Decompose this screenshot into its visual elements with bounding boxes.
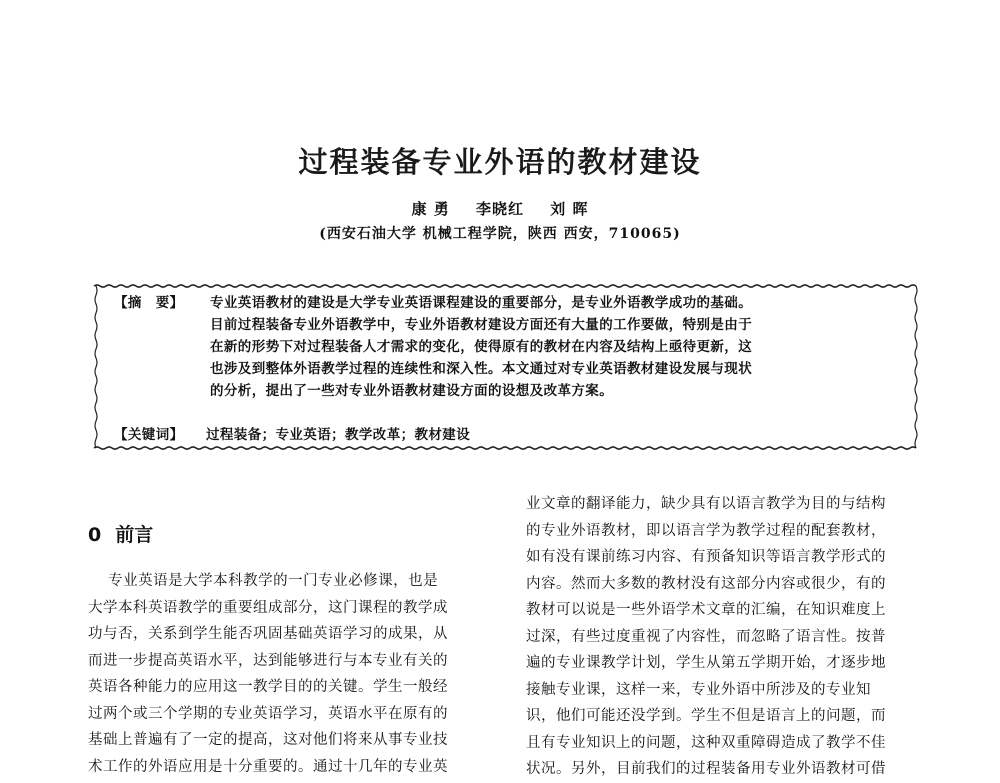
author-list	[0, 198, 1000, 219]
body-line: 术工作的外语应用是十分重要的。通过十几年的专业英	[88, 758, 448, 775]
keywords-row	[114, 424, 470, 446]
body-line: 遍的专业课教学计划，学生从第五学期开始，才逐步地	[526, 655, 886, 671]
body-line: 英语各种能力的应用这一教学目的的关键。学生一般经	[88, 679, 448, 695]
body-line: 内容。然而大多数的教材没有这部分内容或很少，有的	[526, 575, 886, 592]
body-line: 过深，有些过度重视了内容性，而忽略了语言性。按普	[526, 628, 886, 645]
abstract-label: 【摘 要】	[114, 295, 184, 311]
author-name: 刘 晖	[550, 200, 589, 218]
body-line: 的专业外语教材，即以语言学为教学过程的配套教材，	[526, 522, 886, 539]
abstract-line: 专业英语教材的建设是大学专业英语课程建设的重要部分，是专业外语教学成功的基础。	[210, 295, 753, 311]
section-heading	[88, 520, 153, 547]
body-line: 过两个或三个学期的专业英语学习，英语水平在原有的	[88, 705, 448, 722]
author-name: 康 勇	[411, 200, 450, 218]
abstract-line: 目前过程装备专业外语教学中，专业外语教材建设方面还有大量的工作要做，特别是由于	[210, 317, 753, 333]
abstract-line: 的分析，提出了一些对专业外语教材建设方面的设想及改革方案。	[210, 383, 614, 399]
paper-title: 过程装备专业外语的教材建设	[298, 145, 702, 179]
abstract-box	[92, 282, 920, 452]
right-column	[526, 491, 932, 783]
body-line: 教材可以说是一些外语学术文章的汇编，在知识难度上	[526, 602, 886, 618]
body-line: 业文章的翻译能力，缺少具有以语言教学为目的与结构	[526, 496, 886, 512]
affiliation: (西安石油大学 机械工程学院，陕西 西安，710065)	[319, 226, 681, 242]
body-line: 而进一步提高英语水平，达到能够进行与本专业有关的	[88, 652, 448, 669]
left-column	[88, 568, 492, 780]
author-name: 李晓红	[475, 200, 524, 218]
abstract-text	[210, 292, 900, 402]
body-line: 基础上普遍有了一定的提高，这对他们将来从事专业技	[88, 732, 448, 748]
body-line: 专业英语是大学本科教学的一门专业必修课，也是	[88, 573, 439, 589]
section-number: 0	[88, 524, 102, 546]
abstract-line: 在新的形势下对过程装备人才需求的变化，使得原有的教材在内容及结构上亟待更新，这	[210, 339, 753, 355]
keywords-label: 【关键词】	[114, 427, 184, 443]
body-line: 如有没有课前练习内容、有预备知识等语言教学形式的	[526, 549, 886, 565]
body-line: 接触专业课，这样一来，专业外语中所涉及的专业知	[526, 681, 871, 698]
body-line: 大学本科英语教学的重要组成部分，这门课程的教学成	[88, 599, 448, 616]
body-line: 状况。另外，目前我们的过程装备用专业外语教材可借	[526, 761, 886, 777]
abstract-line: 也涉及到整体外语教学过程的连续性和深入性。本文通过对专业英语教材建设发展与现状	[210, 361, 753, 377]
body-line: 功与否，关系到学生能否巩固基础英语学习的成果，从	[88, 626, 448, 642]
body-line: 识，他们可能还没学到。学生不但是语言上的问题，而	[526, 708, 886, 724]
body-line: 且有专业知识上的问题，这种双重障碍造成了教学不佳	[526, 734, 886, 751]
keywords-text: 过程装备；专业英语；教学改革；教材建设	[206, 427, 471, 443]
section-title: 前言	[115, 524, 154, 546]
